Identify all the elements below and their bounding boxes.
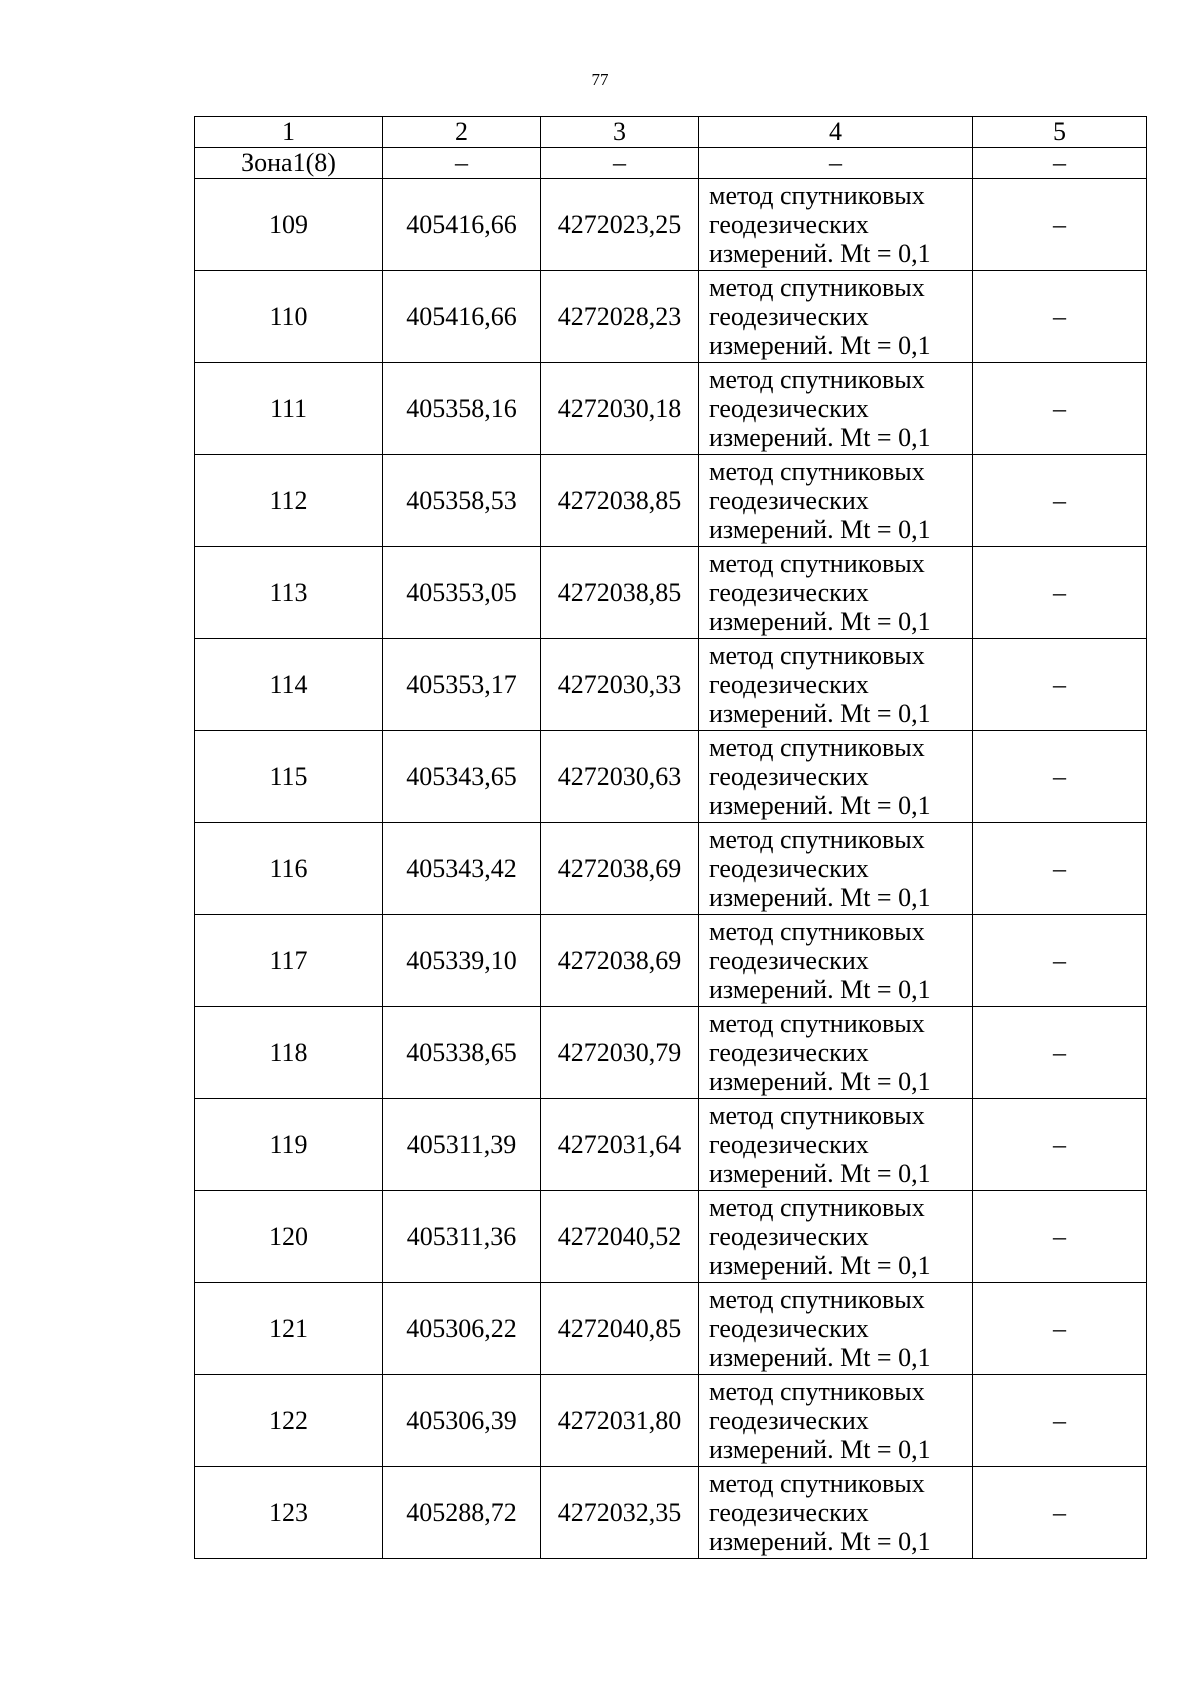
point-number: 118 [195, 1007, 383, 1099]
method-line: метод спутниковых [709, 457, 925, 486]
table-row [195, 1099, 1147, 1191]
coordinate-y: 4272028,23 [541, 271, 699, 363]
point-number: 116 [195, 823, 383, 915]
point-number: 115 [195, 731, 383, 823]
coordinate-x: 405306,22 [383, 1283, 541, 1375]
point-number: 109 [195, 179, 383, 271]
table-row [195, 915, 1147, 1007]
coordinate-x: 405353,17 [383, 639, 541, 731]
method-line: измерений. Mt = 0,1 [709, 883, 931, 912]
coordinate-x: 405288,72 [383, 1467, 541, 1559]
coordinate-y: 4272038,69 [541, 823, 699, 915]
method-line: метод спутниковых [709, 1377, 925, 1406]
method-line: измерений. Mt = 0,1 [709, 607, 931, 636]
method-line: геодезических [709, 1038, 869, 1067]
method-line: измерений. Mt = 0,1 [709, 239, 931, 268]
point-number: 121 [195, 1283, 383, 1375]
method-line: геодезических [709, 210, 869, 239]
coordinate-x: 405416,66 [383, 179, 541, 271]
method-line: измерений. Mt = 0,1 [709, 699, 931, 728]
column-5-value: – [973, 1191, 1147, 1283]
method-line: метод спутниковых [709, 1469, 925, 1498]
method-line: измерений. Mt = 0,1 [709, 791, 931, 820]
coordinate-x: 405306,39 [383, 1375, 541, 1467]
column-5-value: – [973, 915, 1147, 1007]
table-row [195, 731, 1147, 823]
method-line: метод спутниковых [709, 273, 925, 302]
method-line: измерений. Mt = 0,1 [709, 1343, 931, 1372]
coordinate-x: 405343,42 [383, 823, 541, 915]
column-number-2: 2 [383, 117, 541, 148]
method-line: измерений. Mt = 0,1 [709, 331, 931, 360]
zone-dash-2: – [383, 148, 541, 179]
column-5-value: – [973, 179, 1147, 271]
zone-dash-3: – [541, 148, 699, 179]
point-number: 111 [195, 363, 383, 455]
method-description [699, 1283, 973, 1375]
coordinate-x: 405343,65 [383, 731, 541, 823]
method-description [699, 455, 973, 547]
table-row [195, 547, 1147, 639]
table-row [195, 1375, 1147, 1467]
point-number: 120 [195, 1191, 383, 1283]
column-5-value: – [973, 455, 1147, 547]
method-description [699, 639, 973, 731]
method-description [699, 547, 973, 639]
coordinate-y: 4272030,18 [541, 363, 699, 455]
method-line: геодезических [709, 854, 869, 883]
method-line: метод спутниковых [709, 1285, 925, 1314]
column-5-value: – [973, 1283, 1147, 1375]
point-number: 110 [195, 271, 383, 363]
table-row [195, 1191, 1147, 1283]
table-row [195, 1467, 1147, 1559]
method-description [699, 731, 973, 823]
point-number: 123 [195, 1467, 383, 1559]
table-row [195, 455, 1147, 547]
method-description [699, 1007, 973, 1099]
point-number: 112 [195, 455, 383, 547]
table-row [195, 179, 1147, 271]
method-line: геодезических [709, 1314, 869, 1343]
table-row [195, 639, 1147, 731]
coordinate-y: 4272030,33 [541, 639, 699, 731]
table-row [195, 1007, 1147, 1099]
method-line: измерений. Mt = 0,1 [709, 975, 931, 1004]
method-description [699, 1191, 973, 1283]
coordinate-y: 4272038,85 [541, 455, 699, 547]
coordinates-table-body [195, 117, 1147, 1559]
coordinate-y: 4272031,64 [541, 1099, 699, 1191]
method-line: геодезических [709, 302, 869, 331]
coordinate-x: 405338,65 [383, 1007, 541, 1099]
column-5-value: – [973, 363, 1147, 455]
coordinate-y: 4272038,85 [541, 547, 699, 639]
column-5-value: – [973, 1099, 1147, 1191]
table-row [195, 1283, 1147, 1375]
coordinate-y: 4272023,25 [541, 179, 699, 271]
column-5-value: – [973, 731, 1147, 823]
method-line: метод спутниковых [709, 733, 925, 762]
method-line: метод спутниковых [709, 549, 925, 578]
table-row [195, 823, 1147, 915]
method-line: геодезических [709, 486, 869, 515]
method-line: измерений. Mt = 0,1 [709, 1527, 931, 1556]
method-description [699, 1467, 973, 1559]
column-number-3: 3 [541, 117, 699, 148]
method-line: геодезических [709, 762, 869, 791]
method-line: метод спутниковых [709, 917, 925, 946]
method-line: геодезических [709, 1130, 869, 1159]
column-number-4: 4 [699, 117, 973, 148]
zone-dash-5: – [973, 148, 1147, 179]
method-line: геодезических [709, 670, 869, 699]
zone-row [195, 148, 1147, 179]
coordinate-x: 405311,36 [383, 1191, 541, 1283]
coordinate-y: 4272040,85 [541, 1283, 699, 1375]
coordinate-x: 405311,39 [383, 1099, 541, 1191]
method-line: измерений. Mt = 0,1 [709, 515, 931, 544]
point-number: 113 [195, 547, 383, 639]
coordinate-y: 4272032,35 [541, 1467, 699, 1559]
method-line: измерений. Mt = 0,1 [709, 1435, 931, 1464]
coordinate-y: 4272030,79 [541, 1007, 699, 1099]
coordinate-x: 405339,10 [383, 915, 541, 1007]
method-line: геодезических [709, 1498, 869, 1527]
coordinate-y: 4272038,69 [541, 915, 699, 1007]
method-line: геодезических [709, 394, 869, 423]
method-description [699, 363, 973, 455]
column-5-value: – [973, 1375, 1147, 1467]
coordinate-x: 405416,66 [383, 271, 541, 363]
coordinates-table [194, 116, 1147, 1559]
column-5-value: – [973, 823, 1147, 915]
coordinate-y: 4272031,80 [541, 1375, 699, 1467]
coordinate-x: 405353,05 [383, 547, 541, 639]
method-line: геодезических [709, 1406, 869, 1435]
method-line: измерений. Mt = 0,1 [709, 1251, 931, 1280]
method-line: метод спутниковых [709, 825, 925, 854]
coordinate-x: 405358,16 [383, 363, 541, 455]
method-line: метод спутниковых [709, 1009, 925, 1038]
point-number: 122 [195, 1375, 383, 1467]
column-5-value: – [973, 271, 1147, 363]
column-5-value: – [973, 547, 1147, 639]
zone-dash-4: – [699, 148, 973, 179]
method-description [699, 1375, 973, 1467]
method-line: метод спутниковых [709, 181, 925, 210]
column-5-value: – [973, 639, 1147, 731]
table-row [195, 271, 1147, 363]
method-line: геодезических [709, 946, 869, 975]
method-description [699, 179, 973, 271]
zone-label: Зона1(8) [195, 148, 383, 179]
method-line: измерений. Mt = 0,1 [709, 1067, 931, 1096]
coordinate-y: 4272030,63 [541, 731, 699, 823]
column-number-1: 1 [195, 117, 383, 148]
method-line: геодезических [709, 578, 869, 607]
method-line: метод спутниковых [709, 365, 925, 394]
coordinate-x: 405358,53 [383, 455, 541, 547]
method-line: метод спутниковых [709, 641, 925, 670]
page-number: 77 [591, 70, 609, 89]
column-number-5: 5 [973, 117, 1147, 148]
column-number-row [195, 117, 1147, 148]
point-number: 117 [195, 915, 383, 1007]
method-line: измерений. Mt = 0,1 [709, 1159, 931, 1188]
method-description [699, 1099, 973, 1191]
method-line: геодезических [709, 1222, 869, 1251]
method-description [699, 823, 973, 915]
method-description [699, 915, 973, 1007]
coordinate-y: 4272040,52 [541, 1191, 699, 1283]
method-line: метод спутниковых [709, 1101, 925, 1130]
method-line: измерений. Mt = 0,1 [709, 423, 931, 452]
column-5-value: – [973, 1467, 1147, 1559]
table-row [195, 363, 1147, 455]
point-number: 114 [195, 639, 383, 731]
method-description [699, 271, 973, 363]
point-number: 119 [195, 1099, 383, 1191]
column-5-value: – [973, 1007, 1147, 1099]
method-line: метод спутниковых [709, 1193, 925, 1222]
